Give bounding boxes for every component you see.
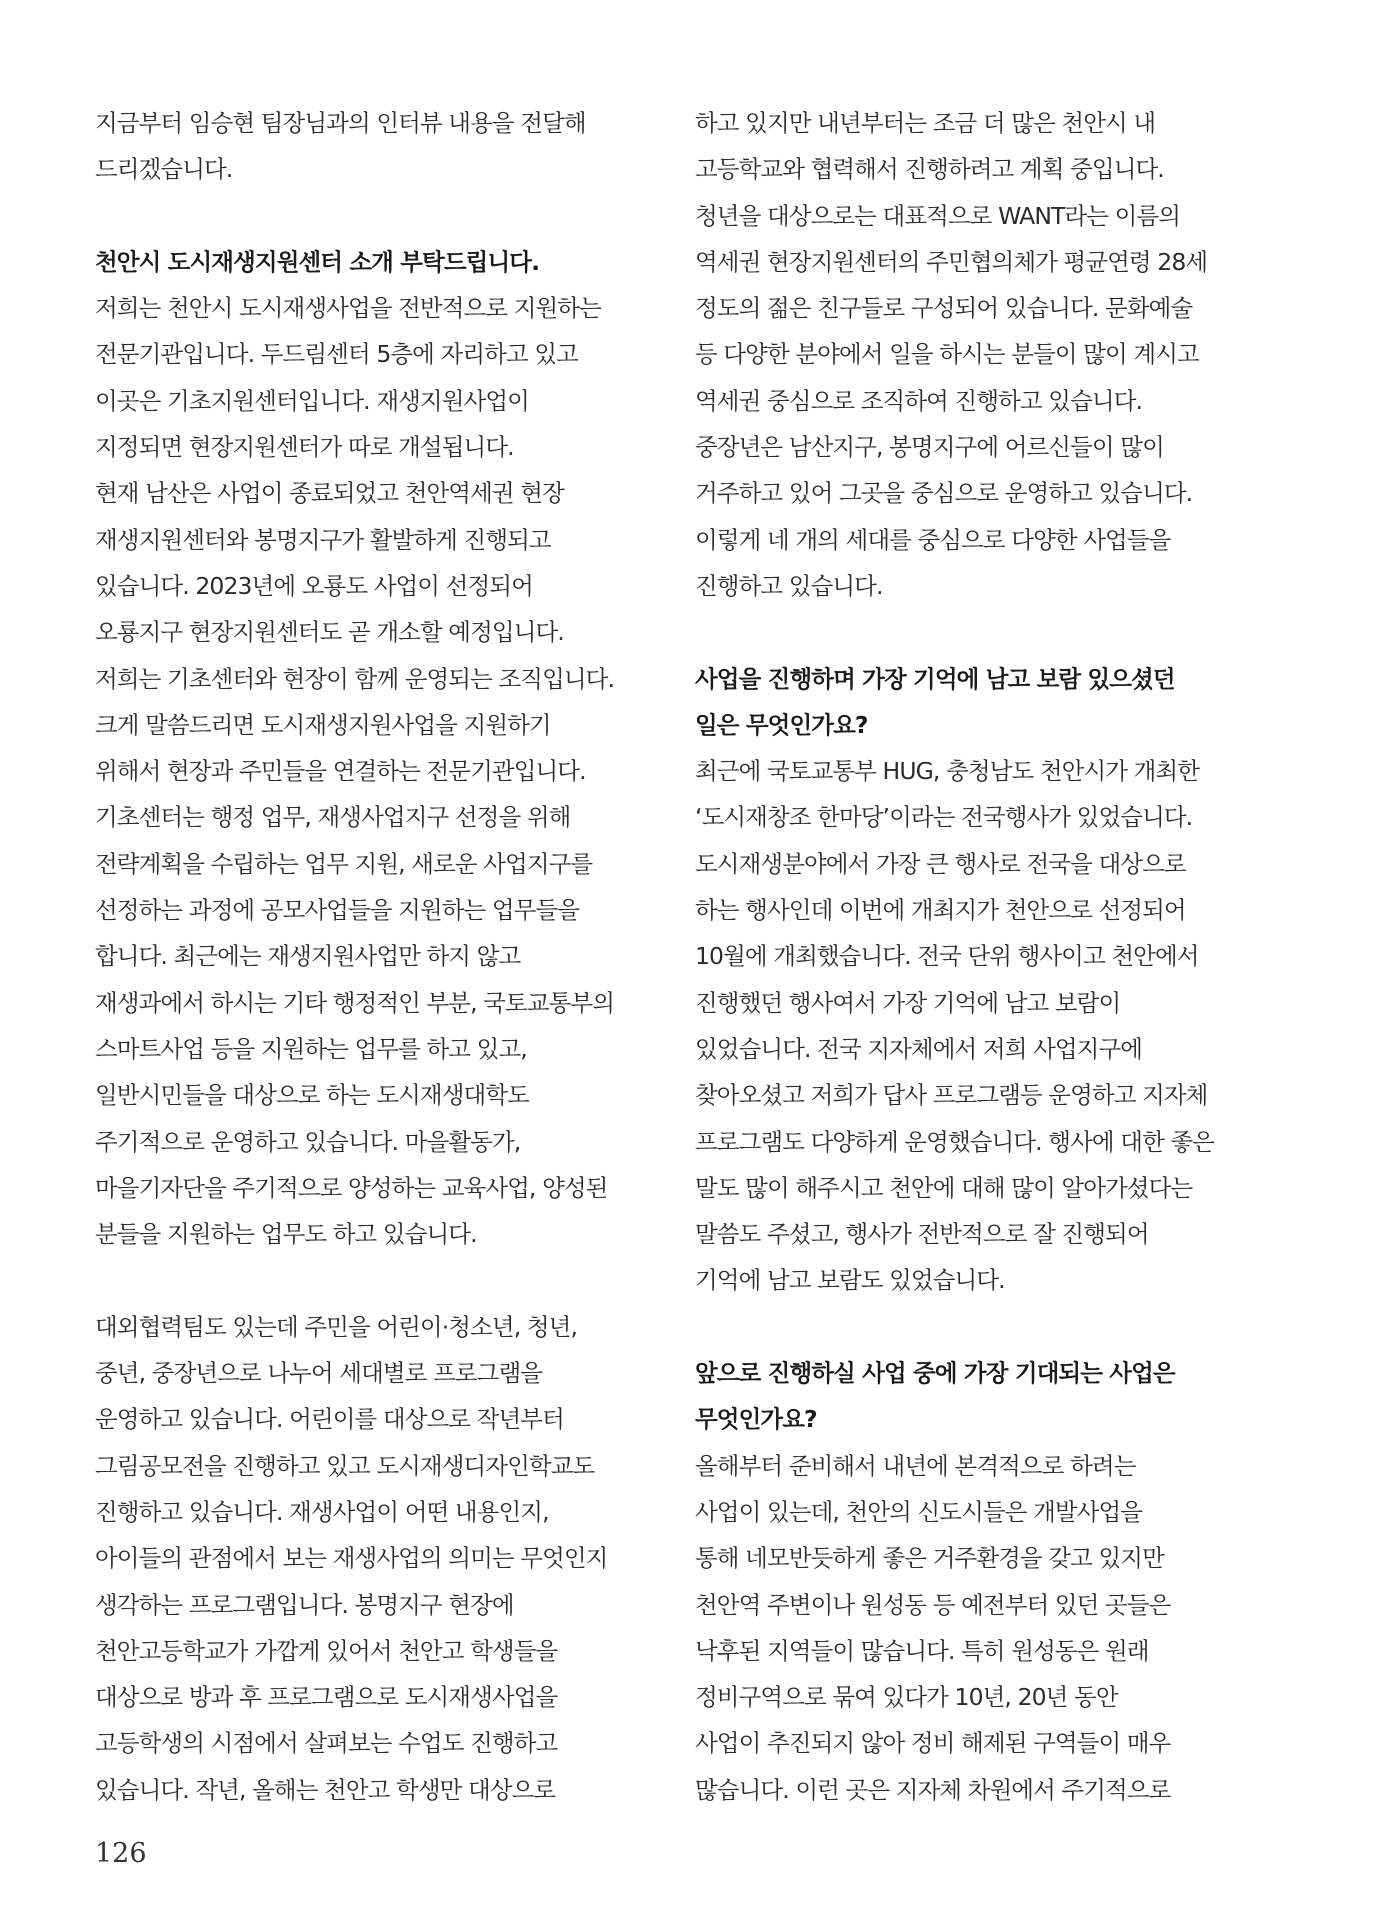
text-line: 대외협력팀도 있는데 주민을 어린이·청소년, 청년, [95,1312,578,1341]
text-line: 진행하고 있습니다. 재생사업이 어떤 내용인지, [95,1497,549,1526]
text-line: 등 다양한 분야에서 일을 하시는 분들이 많이 계시고 [695,340,1199,369]
text-line: 크게 말씀드리면 도시재생지원사업을 지원하기 [95,710,551,739]
text-line: 아이들의 관점에서 보는 재생사업의 의미는 무엇인지 [95,1544,608,1573]
text-line: ‘도시재창조 한마당’이라는 전국행사가 있었습니다. [695,803,1193,832]
paragraph-gap [695,609,1255,655]
paragraph-gap [695,1304,1255,1350]
text-line: 있습니다. 작년, 올해는 천안고 학생만 대상으로 [95,1775,556,1804]
text-line: 고등학교와 협력해서 진행하려고 계획 중입니다. [695,155,1164,184]
text-line: 고등학생의 시점에서 살펴보는 수업도 진행하고 [95,1729,558,1758]
text-line: 올해부터 준비해서 내년에 본격적으로 하려는 [695,1451,1136,1480]
text-line: 재생과에서 하시는 기타 행정적인 부분, 국토교통부의 [95,988,615,1017]
text-line: 드리겠습니다. [95,155,233,184]
section-heading-line: 사업을 진행하며 가장 기억에 남고 보람 있으셨던 [695,664,1175,693]
right-column [695,100,1255,1813]
text-line: 프로그램도 다양하게 운영했습니다. 행사에 대한 좋은 [695,1127,1215,1156]
section-heading-line: 천안시 도시재생지원센터 소개 부탁드립니다. [95,247,540,276]
text-line: 분들을 지원하는 업무도 하고 있습니다. [95,1220,477,1249]
text-line: 역세권 현장지원센터의 주민협의체가 평균연령 28세 [695,247,1208,276]
text-line: 기초센터는 행정 업무, 재생사업지구 선정을 위해 [95,803,571,832]
text-line: 하는 행사인데 이번에 개최지가 천안으로 선정되어 [695,896,1186,925]
text-line: 위해서 현장과 주민들을 연결하는 전문기관입니다. [95,757,586,786]
text-line: 도시재생분야에서 가장 큰 행사로 전국을 대상으로 [695,849,1186,878]
text-line: 마을기자단을 주기적으로 양성하는 교육사업, 양성된 [95,1173,608,1202]
text-line: 지정되면 현장지원센터가 따로 개설됩니다. [95,433,514,462]
text-line: 선정하는 과정에 공모사업들을 지원하는 업무들을 [95,896,580,925]
text-line: 천안역 주변이나 원성동 등 예전부터 있던 곳들은 [695,1590,1171,1619]
text-line: 주기적으로 운영하고 있습니다. 마을활동가, [95,1127,521,1156]
text-line: 생각하는 프로그램입니다. 봉명지구 현장에 [95,1590,514,1619]
left-column [95,100,655,1813]
text-line: 청년을 대상으로는 대표적으로 WANT라는 이름의 [695,201,1181,230]
text-line: 합니다. 최근에는 재생지원사업만 하지 않고 [95,942,521,971]
text-line: 전문기관입니다. 두드림센터 5층에 자리하고 있고 [95,340,578,369]
text-line: 최근에 국토교통부 HUG, 충청남도 천안시가 개최한 [695,757,1200,786]
text-line: 천안고등학교가 가깝게 있어서 천안고 학생들을 [95,1636,558,1665]
text-line: 진행했던 행사여서 가장 기억에 남고 보람이 [695,988,1121,1017]
text-line: 10월에 개최했습니다. 전국 단위 행사이고 천안에서 [695,942,1199,971]
text-line: 통해 네모반듯하게 좋은 거주환경을 갖고 있지만 [695,1544,1164,1573]
text-line: 사업이 추진되지 않아 정비 해제된 구역들이 매우 [695,1729,1171,1758]
text-line: 스마트사업 등을 지원하는 업무를 하고 있고, [95,1034,527,1063]
section-heading-line: 무엇인가요? [695,1405,817,1434]
text-line: 찾아오셨고 저희가 답사 프로그램등 운영하고 지자체 [695,1081,1208,1110]
text-line: 지금부터 임승현 팀장님과의 인터뷰 내용을 전달해 [95,109,586,137]
text-line: 대상으로 방과 후 프로그램으로 도시재생사업을 [95,1683,558,1712]
text-line: 운영하고 있습니다. 어린이를 대상으로 작년부터 [95,1405,564,1434]
text-line: 사업이 있는데, 천안의 신도시들은 개발사업을 [695,1497,1143,1526]
text-line: 역세권 중심으로 조직하여 진행하고 있습니다. [695,386,1143,415]
text-line: 있습니다. 2023년에 오룡도 사업이 선정되어 [95,571,533,600]
text-line: 저희는 천안시 도시재생사업을 전반적으로 지원하는 [95,294,601,323]
text-line: 중년, 중장년으로 나누어 세대별로 프로그램을 [95,1359,543,1388]
paragraph-gap [95,1257,655,1303]
text-line: 말도 많이 해주시고 천안에 대해 많이 알아가셨다는 [695,1173,1193,1202]
text-line: 그림공모전을 진행하고 있고 도시재생디자인학교도 [95,1451,595,1480]
text-line: 재생지원센터와 봉명지구가 활발하게 진행되고 [95,525,551,554]
text-line: 전략계획을 수립하는 업무 지원, 새로운 사업지구를 [95,849,593,878]
text-line: 이곳은 기초지원센터입니다. 재생지원사업이 [95,386,529,415]
text-line: 진행하고 있습니다. [695,571,883,600]
text-line: 오룡지구 현장지원센터도 곧 개소할 예정입니다. [95,618,564,647]
text-line: 있었습니다. 전국 지자체에서 저희 사업지구에 [695,1034,1143,1063]
text-line: 말씀도 주셨고, 행사가 전반적으로 잘 진행되어 [695,1220,1149,1249]
text-line: 낙후된 지역들이 많습니다. 특히 원성동은 원래 [695,1636,1149,1665]
text-line: 저희는 기초센터와 현장이 함께 운영되는 조직입니다. [95,664,615,693]
text-line: 하고 있지만 내년부터는 조금 더 많은 천안시 내 [695,109,1156,137]
text-line: 이렇게 네 개의 세대를 중심으로 다양한 사업들을 [695,525,1171,554]
section-heading-line: 앞으로 진행하실 사업 중에 가장 기대되는 사업은 [695,1359,1175,1388]
text-line: 중장년은 남산지구, 봉명지구에 어르신들이 많이 [695,433,1164,462]
text-line: 정도의 젊은 친구들로 구성되어 있습니다. 문화예술 [695,294,1193,323]
text-line: 일반시민들을 대상으로 하는 도시재생대학도 [95,1081,529,1110]
text-line: 많습니다. 이런 곳은 지자체 차원에서 주기적으로 [695,1775,1171,1804]
text-line: 거주하고 있어 그곳을 중심으로 운영하고 있습니다. [695,479,1193,508]
page-number: 126 [95,1838,147,1869]
text-line: 정비구역으로 묶여 있다가 10년, 20년 동안 [695,1683,1118,1712]
text-line: 기억에 남고 보람도 있었습니다. [695,1266,1005,1295]
text-line: 현재 남산은 사업이 종료되었고 천안역세권 현장 [95,479,564,508]
paragraph-gap [95,193,655,239]
section-heading-line: 일은 무엇인가요? [695,710,868,739]
